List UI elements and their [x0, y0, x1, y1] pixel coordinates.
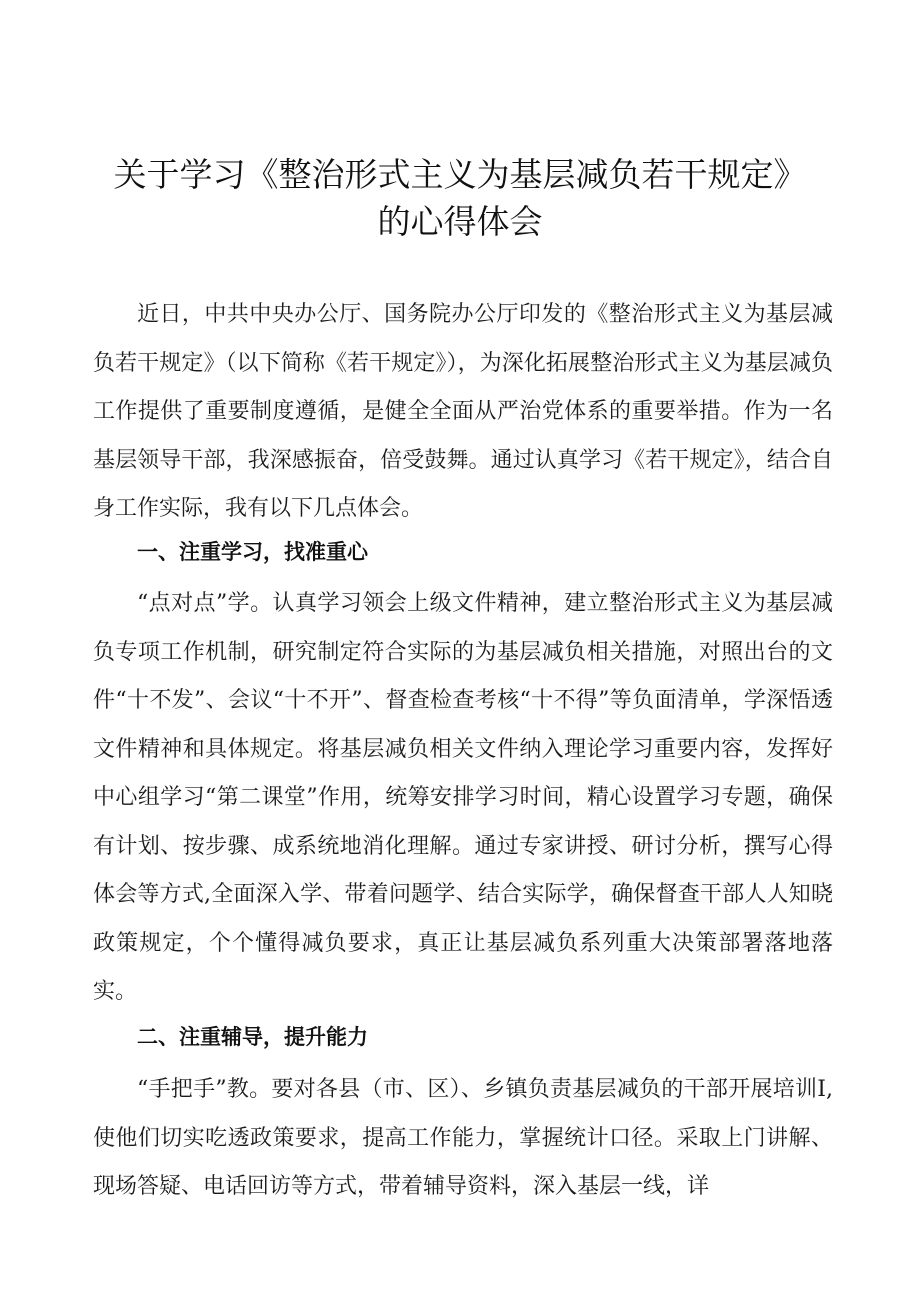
document-title-line2: 的心得体会 — [377, 202, 543, 241]
section-heading-1: 一、注重学习，找准重心 — [137, 540, 368, 564]
document-title-line1: 关于学习《整治形式主义为基层减负若干规定》 — [113, 155, 807, 194]
paragraph-section-1: “点对点”学。认真学习领会上级文件精神，建立整治形式主义为基层减负专项工作机制，研究制定符合实际的为基层减负相关措施，对照出台的文件“十不发”、会议“十不开”、督查检查考核“十不得”等负面清单，学深悟透文件精神和具体规定。将基层减负相关文件纳入理论学习重要内容，发挥好中心组学习“第二课堂”作用，统筹安排学习时间，精心设置学习专题，确保有计划、按步骤、成系统地消化理解。通过专家讲授、研讨分析，撰写心得体会等方式,全面深入学、带着问题学、结合实际学，确保督查干部人人知晓政策规定，个个懂得减负要求，真正让基层减负系列重大决策部署落地落实。 — [93, 591, 833, 1004]
section-heading-2: 二、注重辅导，提升能力 — [137, 1025, 368, 1049]
paragraph-intro: 近日，中共中央办公厅、国务院办公厅印发的《整治形式主义为基层减负若干规定》（以下简称《若干规定》），为深化拓展整治形式主义为基层减负工作提供了重要制度遵循，是健全全面从严治党体系的重要举措。作为一名基层领导干部，我深感振奋，倍受鼓舞。通过认真学习《若干规定》，结合自身工作实际，我有以下几点体会。 — [93, 302, 833, 521]
paragraph-section-2: “手把手”教。要对各县（市、区）、乡镇负责基层减负的干部开展培训I,使他们切实吃透政策要求，提高工作能力，掌握统计口径。采取上门讲解、现场答疑、电话回访等方式，带着辅导资料，深入基层一线，详 — [93, 1077, 833, 1199]
